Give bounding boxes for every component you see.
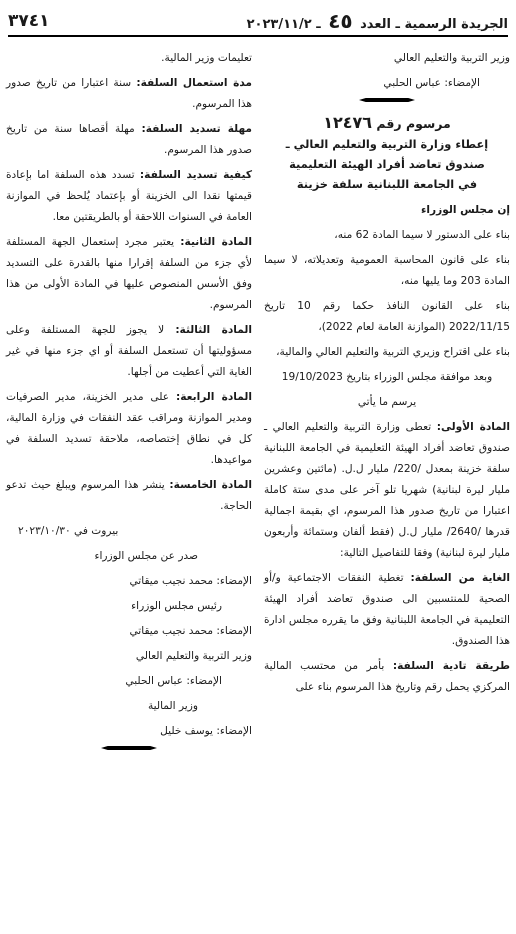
previous-signature-name: الإمضاء: عباس الحلبي xyxy=(383,77,480,89)
header-rule xyxy=(8,35,508,37)
repay-period-body: مهلة أقصاها سنة من تاريخ صدور هذا المرسوم. xyxy=(6,123,252,156)
preamble-1: بناء على الدستور لا سيما المادة 62 منه، xyxy=(334,229,510,241)
preamble-5: وبعد موافقة مجلس الوزراء بتاريخ 19/10/2023 xyxy=(281,371,493,383)
issue-date: ـ ٢٠٢٣/١١/٢ xyxy=(246,17,321,32)
usage-period-body: سنة اعتبارا من تاريخ صدور هذا المرسوم. xyxy=(6,77,252,110)
article-5 xyxy=(6,475,252,517)
repay-method-clause xyxy=(6,165,252,228)
decree-heading xyxy=(264,112,510,134)
payment-method-heading: طريقة تادية السلفة: xyxy=(392,660,510,672)
purpose-body: تغطية النفقات الاجتماعية و/أو الصحية للمنتسبين الى صندوق تعاضد أفراد الهيئة التعليمية في الجامعة اللبنانية وفق ما يقرره مجلس ادارة هذا الصندوق. xyxy=(264,572,510,647)
issue-number: ٤٥ xyxy=(328,9,353,33)
decree-label: مرسوم رقم xyxy=(376,116,451,131)
article-3-heading: المادة الثالثة: xyxy=(175,324,252,336)
page-number: ٣٧٤١ xyxy=(8,11,50,31)
left-column xyxy=(6,48,252,760)
article-1-heading: المادة الأولى: xyxy=(436,421,510,433)
signature-4: الإمضاء: يوسف خليل xyxy=(160,725,252,737)
issued-by: صدر عن مجلس الوزراء xyxy=(94,550,198,562)
repay-period-heading: مهلة تسديد السلفة: xyxy=(141,123,252,135)
signature-1: الإمضاء: محمد نجيب ميقاتي xyxy=(129,575,252,587)
article-3-body: لا يجوز للجهة المستلفة وعلى مسؤوليتها أن تستعمل السلفة أو اي جزء منها في غير الغاية التي أعطيت من أجلها. xyxy=(6,324,252,378)
article-1 xyxy=(264,417,510,564)
article-5-body: ينشر هذا المرسوم ويبلغ حيث تدعو الحاجة. xyxy=(6,479,252,512)
usage-period-heading: مدة استعمال السلفة: xyxy=(136,77,252,89)
education-minister-title: وزير التربية والتعليم العالي xyxy=(135,650,252,662)
end-separator xyxy=(6,746,252,750)
article-2 xyxy=(6,232,252,316)
purpose-clause xyxy=(264,568,510,652)
repay-method-body: تسدد هذه السلفة اما بإعادة قيمتها نقدا الى الخزينة أو بإعتماد يُلحظ في الموازنة العامة في السنوات اللاحقة أو بالطريقتين معا. xyxy=(6,169,252,223)
preamble-2: بناء على قانون المحاسبة العمومية وتعديلاته، لا سيما المادة 203 وما يليها منه، xyxy=(264,254,510,287)
gazette-label: الجريدة الرسمية ـ العدد xyxy=(360,17,508,32)
preamble-3: بناء على القانون النافذ حكما رقم 10 تاريخ 2022/11/15 (الموازنة العامة لعام 2022)، xyxy=(264,300,510,333)
prime-minister-title: رئيس مجلس الوزراء xyxy=(131,600,222,612)
signature-2: الإمضاء: محمد نجيب ميقاتي xyxy=(129,625,252,637)
repay-method-heading: كيفية تسديد السلفة: xyxy=(139,169,252,181)
usage-period-clause xyxy=(6,73,252,115)
article-4-heading: المادة الرابعة: xyxy=(175,391,252,403)
article-4 xyxy=(6,387,252,471)
article-2-body: يعتبر مجرد إستعمال الجهة المستلفة لأي جزء من السلفة إقرارا منها بالقدرة على التسديد وفق الأسس المنصوص عليها في المادة الأولى من هذا المرسوم. xyxy=(6,236,252,311)
council-heading: إن مجلس الوزراء xyxy=(420,204,510,216)
decree-date: بيروت في ٢٠٢٣/١٠/٣٠ xyxy=(18,525,119,537)
article-1-body: تعطى وزارة التربية والتعليم العالي ـ صندوق تعاضد أفراد الهيئة التعليمية في الجامعة اللبنانية سلفة خزينة بمعدل /220/ مليار ل.ل. (مائتين وعشرين مليار ليرة لبنانية) شهريا تلو آخر على مدى ستة كاملة اعتبارا من تاريخ صدور هذا المرسوم، اي بقيمة اجمالية قدرها /2640/ مليار ل.ل (فقط ألفان وستمائة وأربعون مليار ليرة لبنانية) وفقا للتفاصيل التالية: xyxy=(264,421,510,559)
decree-formula: يرسم ما يأتي xyxy=(357,396,417,408)
article-4-body: على مدير الخزينة، مدير الصرفيات ومدير الموازنة ومراقب عقد النفقات في وزارة المالية، كل في نطاق إختصاصه، ملاحقة تسديد السلفة في مواعيدها. xyxy=(6,391,252,466)
repay-period-clause xyxy=(6,119,252,161)
preamble-4: بناء على اقتراح وزيري التربية والتعليم العالي والمالية، xyxy=(276,346,510,358)
decree-title-2: صندوق تعاضد أفراد الهيئة التعليمية xyxy=(289,157,485,171)
previous-signature-title: وزير التربية والتعليم العالي xyxy=(393,52,510,64)
right-column xyxy=(264,48,510,702)
payment-method-clause xyxy=(264,656,510,698)
continuation-line: تعليمات وزير المالية. xyxy=(161,52,252,64)
finance-minister-title: وزير المالية xyxy=(147,700,198,712)
decree-number: ١٢٤٧٦ xyxy=(323,113,373,132)
payment-method-body: بأمر من محتسب المالية المركزي يحمل رقم وتاريخ هذا المرسوم بناء على xyxy=(264,660,510,693)
article-5-heading: المادة الخامسة: xyxy=(169,479,253,491)
signature-3: الإمضاء: عباس الحلبي xyxy=(125,675,222,687)
gazette-title xyxy=(247,9,508,33)
decree-title-1: إعطاء وزارة التربية والتعليم العالي ـ xyxy=(285,137,489,151)
purpose-heading: الغاية من السلفة: xyxy=(410,572,510,584)
decree-title-3: في الجامعة اللبنانية سلفة خزينة xyxy=(296,177,478,191)
page-header xyxy=(8,8,508,34)
article-3 xyxy=(6,320,252,383)
article-2-heading: المادة الثانية: xyxy=(180,236,252,248)
section-separator xyxy=(264,98,510,102)
